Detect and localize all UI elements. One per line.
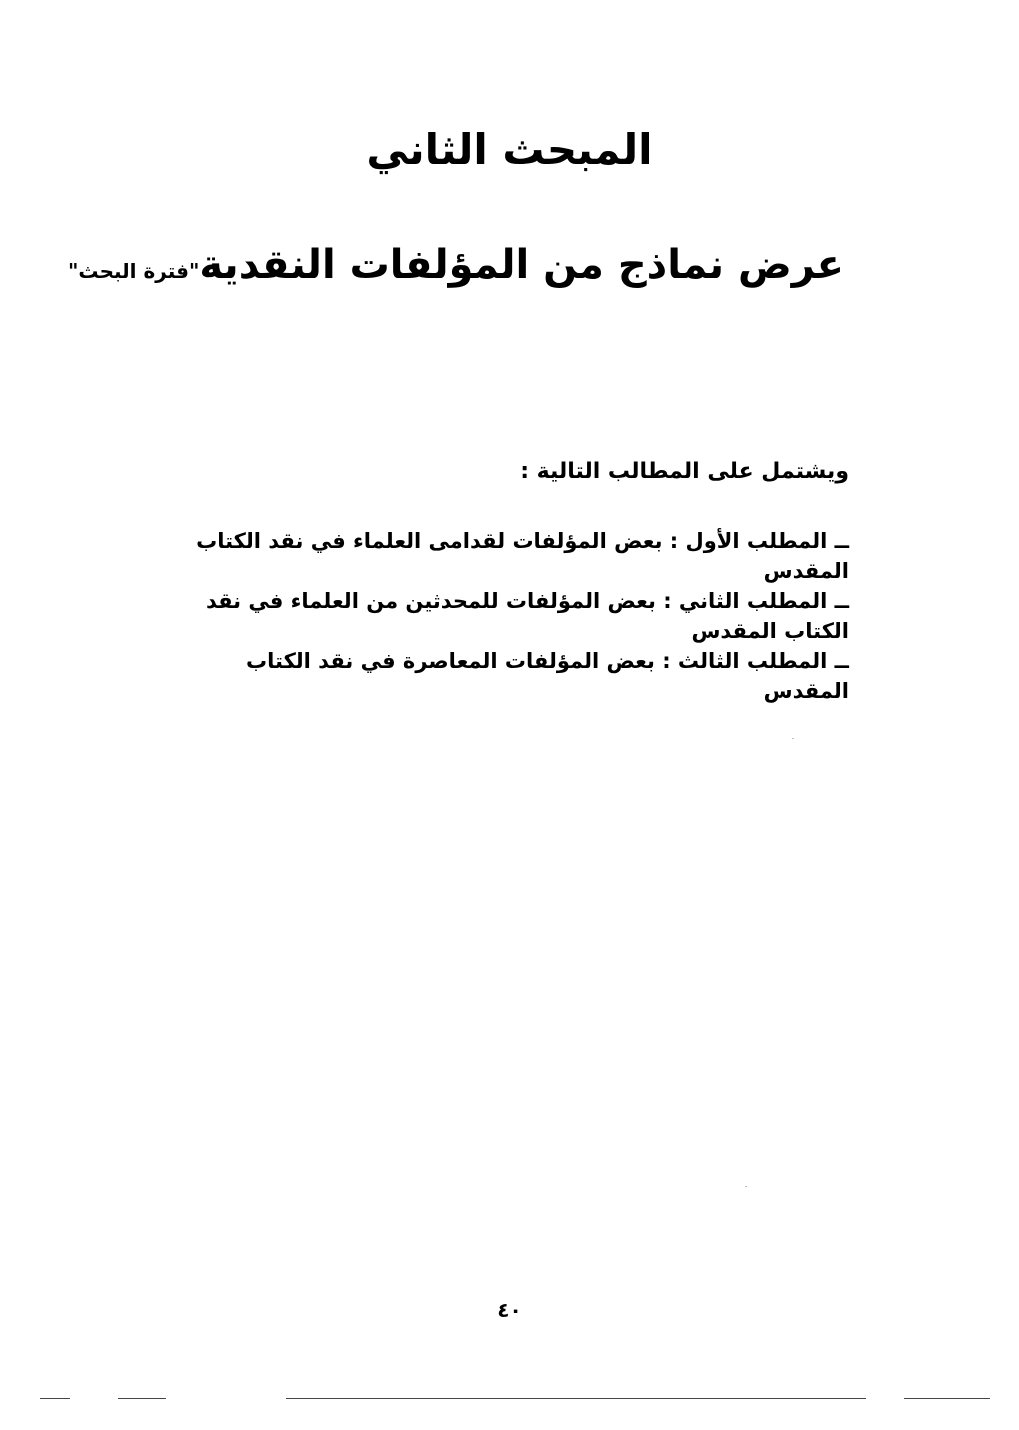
list-item: ــ المطلب الثالث : بعض المؤلفات المعاصرة في نقد الكتاب المقدس: [246, 649, 849, 703]
list-item: ــ المطلب الأول : بعض المؤلفات لقدامى العلماء في نقد الكتاب المقدس: [196, 529, 849, 583]
section-title: [67, 232, 844, 304]
section-heading: المبحث الثاني: [366, 125, 653, 174]
section-title-main: عرض نماذج من المؤلفات النقدية: [199, 242, 844, 288]
footer-rule: [904, 1398, 990, 1399]
intro-paragraph: ويشتمل على المطالب التالية :: [520, 459, 849, 484]
footer-rule: [118, 1398, 166, 1399]
scan-speck: [745, 1186, 747, 1187]
page-number: ٤٠: [497, 1298, 522, 1322]
section-title-subtitle: "فترة البحث": [67, 259, 200, 283]
topics-list: [169, 526, 849, 706]
footer-rule: [40, 1398, 70, 1399]
scan-speck: [792, 738, 794, 739]
list-item: ــ المطلب الثاني : بعض المؤلفات للمحدثين من العلماء في نقد الكتاب المقدس: [205, 589, 849, 643]
footer-rule: [286, 1398, 866, 1399]
